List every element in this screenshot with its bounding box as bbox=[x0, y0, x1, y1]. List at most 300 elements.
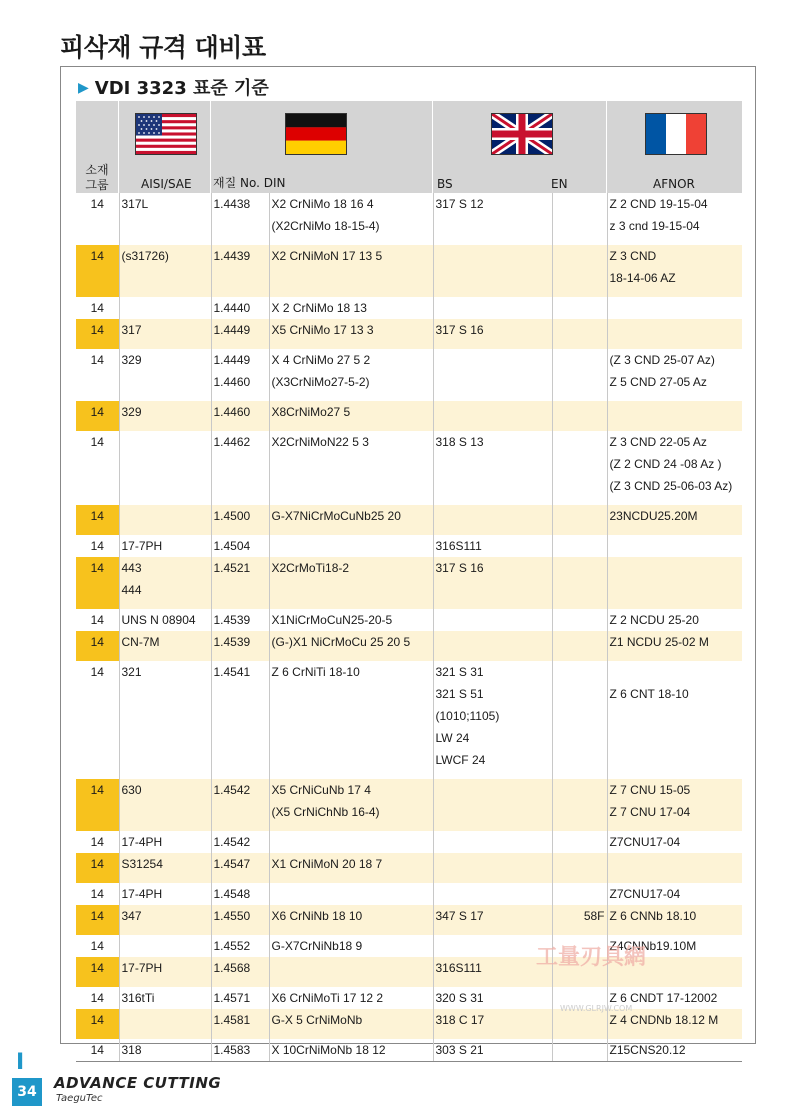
cell-line: 318 C 17 bbox=[435, 1013, 485, 1027]
cell-aisi bbox=[119, 935, 211, 957]
cell-bs bbox=[433, 905, 552, 935]
cell-din bbox=[269, 297, 433, 319]
cell-din bbox=[269, 1039, 433, 1062]
cell-aisi bbox=[119, 883, 211, 905]
table-row bbox=[76, 193, 742, 245]
cell-afnor bbox=[607, 431, 742, 505]
cell-din bbox=[269, 779, 433, 831]
cell-group: 14 bbox=[90, 939, 104, 953]
cell-no bbox=[211, 245, 269, 297]
cell-bs bbox=[433, 1039, 552, 1062]
cell-line: 1.4449 bbox=[213, 353, 251, 367]
cell-line: 1.4460 bbox=[213, 405, 251, 419]
cell-aisi bbox=[119, 831, 211, 853]
cell-bs bbox=[433, 535, 552, 557]
cell-line: 23NCDU25.20M bbox=[609, 509, 698, 523]
cell-en bbox=[552, 245, 607, 297]
brand-logo: ADVANCE CUTTING bbox=[54, 1074, 222, 1092]
cell-afnor bbox=[607, 193, 742, 245]
cell-bs bbox=[433, 1009, 552, 1039]
germany-flag-icon bbox=[285, 113, 347, 155]
cell-line: Z 6 CNNb 18.10 bbox=[609, 909, 697, 923]
cell-line: 329 bbox=[121, 405, 142, 419]
cell-aisi bbox=[119, 661, 211, 779]
cell-line: 1.4550 bbox=[213, 909, 251, 923]
table-row bbox=[76, 505, 742, 535]
us-flag-icon bbox=[135, 113, 197, 155]
cell-group: 14 bbox=[90, 539, 104, 553]
cell-group: 14 bbox=[76, 631, 119, 661]
cell-din bbox=[269, 609, 433, 631]
cell-bs bbox=[433, 245, 552, 297]
cell-line: G-X7NiCrMoCuNb25 20 bbox=[271, 509, 401, 523]
cell-en: 58F bbox=[552, 905, 607, 935]
table-row bbox=[76, 883, 742, 905]
cell-group: 14 bbox=[90, 197, 104, 211]
cell-bs bbox=[433, 853, 552, 883]
cell-en bbox=[552, 1039, 607, 1062]
cell-line: G-X 5 CrNiMoNb bbox=[271, 1013, 363, 1027]
cell-afnor bbox=[607, 297, 742, 319]
cell-line: 316S111 bbox=[435, 539, 482, 553]
cell-bs bbox=[433, 935, 552, 957]
header-afnor-label: AFNOR bbox=[653, 177, 695, 191]
cell-line: 1.4552 bbox=[213, 939, 251, 953]
cell-no bbox=[211, 609, 269, 631]
watermark: 工量刃具網 bbox=[536, 945, 647, 970]
cell-afnor bbox=[607, 661, 742, 779]
cell-no bbox=[211, 297, 269, 319]
cell-line: 1.4571 bbox=[213, 991, 251, 1005]
cell-aisi bbox=[119, 401, 211, 431]
page-number: 34 bbox=[12, 1078, 42, 1106]
cell-line: (X5 CrNiChNb 16-4) bbox=[271, 805, 380, 819]
table-row bbox=[76, 245, 742, 297]
cell-line: G-X7CrNiNb18 9 bbox=[271, 939, 363, 953]
cell-line: Z 3 CND bbox=[609, 249, 657, 263]
cell-din bbox=[269, 631, 433, 661]
table-header bbox=[76, 101, 742, 193]
cell-line: 317L bbox=[121, 197, 149, 211]
table-row bbox=[76, 349, 742, 401]
cell-din bbox=[269, 535, 433, 557]
cell-line: (s31726) bbox=[121, 249, 169, 263]
cell-line: 347 bbox=[121, 909, 142, 923]
cell-bs bbox=[433, 831, 552, 853]
cell-line: 1.4521 bbox=[213, 561, 251, 575]
cell-line: 1.4439 bbox=[213, 249, 251, 263]
cell-din bbox=[269, 987, 433, 1009]
cell-line: (X2CrNiMo 18-15-4) bbox=[271, 219, 380, 233]
cell-line: X 2 CrNiMo 18 13 bbox=[271, 301, 367, 315]
header-group-label-1: 소재 bbox=[85, 163, 109, 177]
cell-bs bbox=[433, 883, 552, 905]
cell-line: 17-4PH bbox=[121, 835, 163, 849]
cell-aisi bbox=[119, 193, 211, 245]
header-bs-label: BS bbox=[437, 177, 453, 191]
cell-line: 1.4539 bbox=[213, 635, 251, 649]
cell-no bbox=[211, 779, 269, 831]
cell-aisi bbox=[119, 609, 211, 631]
cell-no bbox=[211, 935, 269, 957]
cell-line: 1.4440 bbox=[213, 301, 251, 315]
table-row bbox=[76, 557, 742, 609]
cell-line: z 3 cnd 19-15-04 bbox=[609, 219, 700, 233]
cell-line: X8CrNiMo27 5 bbox=[271, 405, 351, 419]
cell-aisi bbox=[119, 957, 211, 987]
cell-line: Z 6 CNDT 17-12002 bbox=[609, 991, 718, 1005]
cell-bs bbox=[433, 401, 552, 431]
cell-line: LW 24 bbox=[435, 731, 470, 745]
cell-line: Z 7 CNU 15-05 bbox=[609, 783, 691, 797]
cell-group: 14 bbox=[90, 435, 104, 449]
header-group-label-2: 그룹 bbox=[85, 178, 109, 192]
cell-din bbox=[269, 883, 433, 905]
cell-bs bbox=[433, 661, 552, 779]
header-din-label: 재질 No. DIN bbox=[213, 176, 286, 190]
cell-line: 329 bbox=[121, 353, 142, 367]
cell-aisi bbox=[119, 297, 211, 319]
cell-en bbox=[552, 609, 607, 631]
chapter-tab: I bbox=[16, 1050, 25, 1075]
cell-din bbox=[269, 401, 433, 431]
table-row bbox=[76, 1039, 742, 1062]
cell-afnor bbox=[607, 349, 742, 401]
cell-line: 317 S 12 bbox=[435, 197, 484, 211]
cell-en bbox=[552, 401, 607, 431]
cell-en bbox=[552, 883, 607, 905]
cell-group: 14 bbox=[76, 401, 119, 431]
cell-aisi bbox=[119, 349, 211, 401]
header-din bbox=[211, 101, 432, 193]
cell-din bbox=[269, 557, 433, 609]
cell-bs bbox=[433, 987, 552, 1009]
cell-no bbox=[211, 1039, 269, 1062]
cell-en bbox=[552, 831, 607, 853]
cell-en bbox=[552, 557, 607, 609]
cell-en bbox=[552, 535, 607, 557]
cell-en bbox=[552, 319, 607, 349]
cell-en bbox=[552, 661, 607, 779]
cell-din bbox=[269, 661, 433, 779]
cell-bs bbox=[433, 609, 552, 631]
cell-no bbox=[211, 193, 269, 245]
cell-line: 1.4547 bbox=[213, 857, 251, 871]
cell-din bbox=[269, 319, 433, 349]
cell-line: Z15CNS20.12 bbox=[609, 1043, 686, 1057]
cell-aisi bbox=[119, 245, 211, 297]
cell-line: 317 bbox=[121, 323, 142, 337]
cell-bs bbox=[433, 957, 552, 987]
cell-group: 14 bbox=[76, 505, 119, 535]
cell-line: 316S111 bbox=[435, 961, 482, 975]
cell-aisi bbox=[119, 1039, 211, 1062]
cell-line: 444 bbox=[121, 583, 142, 597]
cell-bs bbox=[433, 631, 552, 661]
header-en-label: EN bbox=[551, 177, 568, 191]
cell-din bbox=[269, 193, 433, 245]
cell-line: Z7CNU17-04 bbox=[609, 887, 681, 901]
cell-line: UNS N 08904 bbox=[121, 613, 196, 627]
cell-line: X5 CrNiCuNb 17 4 bbox=[271, 783, 371, 797]
cell-group: 14 bbox=[76, 957, 119, 987]
cell-line: X2CrNiMoN22 5 3 bbox=[271, 435, 369, 449]
cell-bs bbox=[433, 557, 552, 609]
cell-line: X2CrMoTi18-2 bbox=[271, 561, 350, 575]
cell-line: Z 6 CrNiTi 18-10 bbox=[271, 665, 360, 679]
cell-line: 17-7PH bbox=[121, 539, 163, 553]
cell-afnor bbox=[607, 853, 742, 883]
cell-line: 18-14-06 AZ bbox=[609, 271, 676, 285]
cell-line: 17-4PH bbox=[121, 887, 163, 901]
table-row bbox=[76, 987, 742, 1009]
cell-afnor bbox=[607, 557, 742, 609]
cell-afnor bbox=[607, 609, 742, 631]
cell-no bbox=[211, 1009, 269, 1039]
cell-line: 1.4548 bbox=[213, 887, 251, 901]
cell-en bbox=[552, 297, 607, 319]
cell-bs bbox=[433, 431, 552, 505]
table-row bbox=[76, 401, 742, 431]
cell-bs bbox=[433, 779, 552, 831]
cell-line: 1.4460 bbox=[213, 375, 251, 389]
table-row bbox=[76, 297, 742, 319]
cell-en bbox=[552, 193, 607, 245]
cell-line: 1.4462 bbox=[213, 435, 251, 449]
cell-afnor bbox=[607, 905, 742, 935]
section-title bbox=[78, 74, 269, 100]
cell-line: 443 bbox=[121, 561, 142, 575]
cell-line: X5 CrNiMo 17 13 3 bbox=[271, 323, 374, 337]
cell-group: 14 bbox=[76, 905, 119, 935]
cell-group: 14 bbox=[90, 665, 104, 679]
cell-line: (G-)X1 NiCrMoCu 25 20 5 bbox=[271, 635, 411, 649]
cell-no bbox=[211, 905, 269, 935]
cell-group: 14 bbox=[90, 613, 104, 627]
table-row bbox=[76, 853, 742, 883]
cell-group: 14 bbox=[90, 835, 104, 849]
cell-bs bbox=[433, 319, 552, 349]
cell-afnor bbox=[607, 883, 742, 905]
cell-group: 14 bbox=[90, 887, 104, 901]
cell-line: 1.4542 bbox=[213, 835, 251, 849]
cell-line: 1.4583 bbox=[213, 1043, 251, 1057]
cell-aisi bbox=[119, 505, 211, 535]
cell-group: 14 bbox=[76, 1009, 119, 1039]
company-name: TaeguTec bbox=[56, 1093, 103, 1104]
cell-din bbox=[269, 349, 433, 401]
cell-line: 321 bbox=[121, 665, 142, 679]
cell-line: (Z 3 CND 25-07 Az) bbox=[609, 353, 715, 367]
cell-no bbox=[211, 987, 269, 1009]
cell-afnor bbox=[607, 779, 742, 831]
cell-aisi bbox=[119, 905, 211, 935]
cell-line: CN-7M bbox=[121, 635, 160, 649]
table-row bbox=[76, 831, 742, 853]
cell-group: 14 bbox=[76, 245, 119, 297]
cell-aisi bbox=[119, 319, 211, 349]
page-title: 피삭재 규격 대비표 bbox=[60, 33, 266, 62]
cell-no bbox=[211, 401, 269, 431]
cell-line: 1.4449 bbox=[213, 323, 251, 337]
cell-afnor bbox=[607, 401, 742, 431]
cell-en bbox=[552, 853, 607, 883]
cell-line: 630 bbox=[121, 783, 142, 797]
cell-en bbox=[552, 431, 607, 505]
cell-line: Z 3 CND 22-05 Az bbox=[609, 435, 707, 449]
cell-no bbox=[211, 631, 269, 661]
cell-line: 1.4581 bbox=[213, 1013, 251, 1027]
cell-no bbox=[211, 661, 269, 779]
cell-afnor bbox=[607, 631, 742, 661]
cell-no bbox=[211, 957, 269, 987]
table-row bbox=[76, 431, 742, 505]
cell-afnor bbox=[607, 245, 742, 297]
cell-line: 1.4541 bbox=[213, 665, 251, 679]
cell-bs bbox=[433, 505, 552, 535]
cell-aisi bbox=[119, 779, 211, 831]
cell-en bbox=[552, 505, 607, 535]
cell-din bbox=[269, 431, 433, 505]
cell-line: (X3CrNiMo27-5-2) bbox=[271, 375, 370, 389]
cell-line: 347 S 17 bbox=[435, 909, 484, 923]
cell-aisi bbox=[119, 853, 211, 883]
cell-line bbox=[610, 661, 741, 683]
cell-line: 1.4542 bbox=[213, 783, 251, 797]
cell-en bbox=[552, 349, 607, 401]
table-row bbox=[76, 905, 742, 935]
cell-afnor bbox=[607, 319, 742, 349]
uk-flag-icon bbox=[491, 113, 553, 155]
cell-line: X6 CrNiMoTi 17 12 2 bbox=[271, 991, 384, 1005]
cell-line: X1NiCrMoCuN25-20-5 bbox=[271, 613, 393, 627]
cell-no bbox=[211, 431, 269, 505]
cell-line: X2 CrNiMoN 17 13 5 bbox=[271, 249, 383, 263]
cell-no bbox=[211, 505, 269, 535]
cell-aisi bbox=[119, 1009, 211, 1039]
cell-line: 303 S 21 bbox=[435, 1043, 484, 1057]
cell-line: Z 6 CNT 18-10 bbox=[609, 687, 689, 701]
cell-line: 1.4438 bbox=[213, 197, 251, 211]
cell-line: Z 2 CND 19-15-04 bbox=[609, 197, 708, 211]
header-aisi bbox=[119, 101, 210, 193]
cell-aisi bbox=[119, 557, 211, 609]
cell-line: (Z 3 CND 25-06-03 Az) bbox=[609, 479, 733, 493]
cell-din bbox=[269, 957, 433, 987]
cell-en bbox=[552, 1009, 607, 1039]
cell-aisi bbox=[119, 431, 211, 505]
cell-en bbox=[552, 631, 607, 661]
cell-line: X 10CrNiMoNb 18 12 bbox=[271, 1043, 386, 1057]
cell-afnor bbox=[607, 535, 742, 557]
cell-din bbox=[269, 1009, 433, 1039]
cell-aisi bbox=[119, 987, 211, 1009]
cell-afnor bbox=[607, 1009, 742, 1039]
cell-bs bbox=[433, 349, 552, 401]
cell-group: 14 bbox=[76, 557, 119, 609]
cell-afnor bbox=[607, 831, 742, 853]
cell-aisi bbox=[119, 631, 211, 661]
cell-line: Z4CNNb19.10M bbox=[609, 939, 697, 953]
material-table bbox=[76, 193, 742, 1062]
cell-no bbox=[211, 831, 269, 853]
cell-line: 320 S 31 bbox=[435, 991, 484, 1005]
cell-line: 1.4504 bbox=[213, 539, 251, 553]
cell-line: X6 CrNiNb 18 10 bbox=[271, 909, 363, 923]
table-row bbox=[76, 319, 742, 349]
section-title-text: VDI 3323 표준 기준 bbox=[94, 78, 269, 99]
cell-no bbox=[211, 557, 269, 609]
cell-bs bbox=[433, 297, 552, 319]
cell-group: 14 bbox=[76, 779, 119, 831]
table-row bbox=[76, 535, 742, 557]
cell-line: (Z 2 CND 24 -08 Az ) bbox=[609, 457, 722, 471]
cell-din bbox=[269, 831, 433, 853]
cell-no bbox=[211, 319, 269, 349]
cell-line: LWCF 24 bbox=[435, 753, 486, 767]
cell-line: Z7CNU17-04 bbox=[609, 835, 681, 849]
cell-din bbox=[269, 905, 433, 935]
cell-line: Z 5 CND 27-05 Az bbox=[609, 375, 707, 389]
cell-din bbox=[269, 853, 433, 883]
cell-line: X2 CrNiMo 18 16 4 bbox=[271, 197, 374, 211]
cell-line: 317 S 16 bbox=[435, 561, 484, 575]
cell-line: 321 S 31 bbox=[435, 665, 484, 679]
cell-group: 14 bbox=[90, 301, 104, 315]
cell-afnor bbox=[607, 505, 742, 535]
cell-no bbox=[211, 883, 269, 905]
france-flag-icon bbox=[645, 113, 707, 155]
header-bs-en bbox=[433, 101, 606, 193]
cell-din bbox=[269, 505, 433, 535]
cell-no bbox=[211, 535, 269, 557]
table-row bbox=[76, 779, 742, 831]
cell-line: X 4 CrNiMo 27 5 2 bbox=[271, 353, 371, 367]
cell-line: X1 CrNiMoN 20 18 7 bbox=[271, 857, 383, 871]
cell-line: 17-7PH bbox=[121, 961, 163, 975]
table-row bbox=[76, 661, 742, 779]
cell-line: Z1 NCDU 25-02 M bbox=[609, 635, 709, 649]
cell-line: Z 4 CNDNb 18.12 M bbox=[609, 1013, 719, 1027]
cell-group: 14 bbox=[90, 991, 104, 1005]
cell-line: Z 2 NCDU 25-20 bbox=[609, 613, 699, 627]
cell-line: 321 S 51 (1010;1105) bbox=[435, 687, 500, 723]
header-aisi-label: AISI/SAE bbox=[141, 177, 192, 191]
cell-bs bbox=[433, 193, 552, 245]
cell-group: 14 bbox=[90, 353, 104, 367]
cell-line: 318 bbox=[121, 1043, 142, 1057]
header-group bbox=[76, 101, 118, 193]
cell-line: 1.4500 bbox=[213, 509, 251, 523]
cell-din bbox=[269, 245, 433, 297]
table-row bbox=[76, 609, 742, 631]
table-row bbox=[76, 1009, 742, 1039]
cell-line: 1.4568 bbox=[213, 961, 251, 975]
cell-no bbox=[211, 853, 269, 883]
cell-line: 1.4539 bbox=[213, 613, 251, 627]
cell-line: S31254 bbox=[121, 857, 163, 871]
triangle-bullet-icon: ▶ bbox=[78, 80, 89, 96]
cell-en bbox=[552, 779, 607, 831]
cell-din bbox=[269, 935, 433, 957]
cell-line: 316tTi bbox=[121, 991, 155, 1005]
cell-line: 317 S 16 bbox=[435, 323, 484, 337]
cell-afnor bbox=[607, 1039, 742, 1062]
cell-no bbox=[211, 349, 269, 401]
cell-group: 14 bbox=[76, 853, 119, 883]
cell-group: 14 bbox=[76, 1039, 119, 1062]
header-afnor bbox=[607, 101, 742, 193]
